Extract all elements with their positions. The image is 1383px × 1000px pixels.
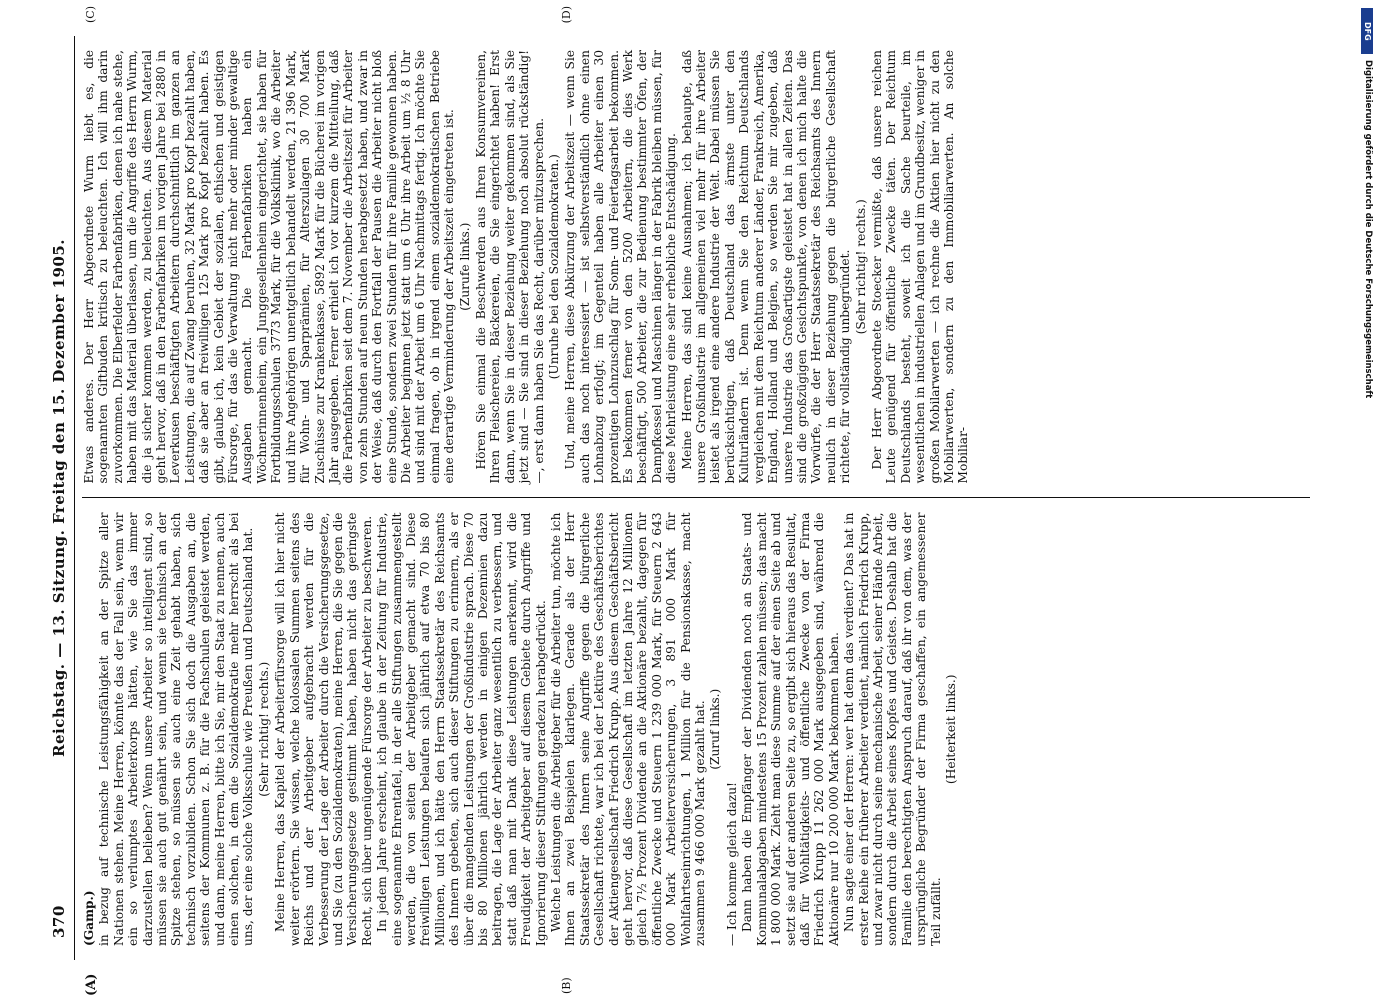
- paragraph: in bezug auf technische Leistungsfähigkeit an der Spitze aller Nationen stehen. Meine Herren, könnte das der Fall sein, wenn wir ein so verlumptes Arbeiterkorps hätten, wie Sie das immer darzustellen belieben? Wenn unsere Arbeiter so intelligent sind, so müssen sie auch gut genährt sein, und wenn sie technisch an der Spitze stehen, so müssen sie auch eine Zeit gehabt haben, sich technisch vorzubilden. Schon Sie sich doch die Ausgaben an, die seitens der Kommunen z. B. für die Fachschulen geleistet werden, und dann, meine Herren, bitte ich Sie, mir den Staat zu nennen, auch einen solchen, in dem die Sozialdemokratie mehr herrscht als bei uns, der eine solche Volksschule wie Preußen und Deutschland hat.: [97, 512, 256, 946]
- paragraph: Der Herr Abgeordnete Stoecker vermißte, daß unsere reichen Leute genügend für öffentliche Zwecke täten. Der Reichtum Deutschlands besteht, soweit ich die Sache beurteile, im wesentlichen in industriellen Anlagen und im Grundbesitz, weniger in großen Mobilarwerten — ich rechne die Aktien hier nicht zu den Mobilarwerten, sondern zu den Immobiliarwerten. An solche Mobiliar-: [869, 49, 971, 484]
- interjection: (Zuruf links.): [708, 688, 723, 770]
- paragraph: Und, meine Herren, diese Abkürzung der Arbeitszeit — wenn Sie auch das noch interessiert — ist selbstverständlich ohne einen Lohnabzug erfolgt; im Gegenteil haben alle Arbeiter einen 30 prozentigen Lohnzuschlag für Sonn- und Feiertagsarbeit bekommen. Es bekommen ferner von den 5200 Arbeitern, die dies Werk beschäftigt, 500 Arbeiter, die zur Bedienung bestimmter Öfen, der Dampfkessel und Maschinen länger in der Fabrik bleiben müssen, für diese Mehrleistung eine sehr erhebliche Entschädigung.: [563, 50, 679, 484]
- paragraph: Meine Herren, das Kapitel der Arbeiterfürsorge will ich hier nicht weiter erörtern. Sie wissen, welche kolossalen Summen seitens des Reichs und der Arbeitgeber aufgebracht werden für die Verbesserung der Lage der Arbeiter durch die Versicherungsgesetze, und Sie (zu den Sozialdemokraten), meine Herren, die Sie gegen die Versicherungsgesetze gestimmt haben, haben nicht das geringste Recht, sich über ungenügende Fürsorge der Arbeiter zu beschweren.: [273, 512, 374, 946]
- margin-marker-c: (C): [84, 6, 97, 23]
- paragraph: In jedem Jahre erscheint, ich glaube in der Zeitung für Industrie, eine sogenannte Ehrentafel, in der alle Stiftungen zusammengestellt werden, die von seiten der Arbeitgeber gemacht sind. Diese freiwilligen Leistungen belaufen sich jährlich auf etwa 70 bis 80 Millionen, und ich hätte den Herrn Staatssekretär des Reichsamts des Innern gebeten, sich auch dieser Stiftungen zu erinnern, als er über die mangelnden Leistungen der Großindustrie sprach. Diese 70 bis 80 Millionen jährlich werden in einigen Dezennien dazu beitragen, die Lage der Arbeiter ganz wesentlich zu verbessern, und statt daß man mit Dank diese Leistungen anerkennt, wird die Freudigkeit der Arbeitgeber auf diesem Gebiete durch Angriffe und Ignorierung dieser Stiftungen geradezu herabgedrückt.: [375, 512, 548, 946]
- page-title: Reichstag. — 13. Sitzung. Freitag den 15. Dezember 1905.: [50, 239, 68, 758]
- dfg-logo: DFG: [1361, 8, 1373, 54]
- page-header: [48, 36, 75, 960]
- right-column: [82, 36, 1310, 498]
- interjection: (Sehr richtig! rechts.): [256, 661, 271, 797]
- margin-marker-a: (A): [84, 973, 99, 996]
- speaker-label: (Gamp.): [82, 890, 96, 946]
- interjection: (Zurufe links.): [457, 222, 472, 311]
- paragraph: — Ich komme gleich dazu!: [724, 782, 739, 946]
- interjection: (Sehr richtig! rechts.): [853, 199, 868, 335]
- paragraph: Dann haben die Empfänger der Dividenden noch an Staats- und Kommunalabgaben mindestens 15 Prozent zahlen müssen; das macht 1 800 000 Mark. Zieht man diese Summe auf der einen Seite ab und setzt sie auf der anderen Seite zu, so ergibt sich hieraus das Resultat, daß für Wohltätigkeits- und öffentliche Zwecke von der Firma Friedrich Krupp 11 262 000 Mark ausgegeben sind, während die Aktionäre nur 10 200 000 Mark bekommen haben.: [740, 512, 841, 946]
- interjection: (Unruhe bei den Sozialdemokraten.): [547, 154, 561, 380]
- page-number: 370: [50, 905, 68, 938]
- interjection: (Heiterkeit links.): [943, 674, 958, 785]
- digitization-sidebar: [1353, 0, 1383, 1000]
- text-columns: [82, 36, 1310, 960]
- margin-marker-b: (B): [560, 977, 573, 994]
- margin-marker-d: (D): [560, 6, 573, 24]
- left-column: [82, 498, 1310, 961]
- digitization-credit: Digitalisierung gefördert durch die Deutsche Forschungsgemeinschaft: [1363, 60, 1373, 399]
- paragraph: Etwas anderes. Der Herr Abgeordnete Wurm liebt es, die sogenannten Giftbuden kritisch zu beleuchten. Ich will ihm darin zuvorkommen. Die Elberfelder Farbenfabriken, denen ich nahe stehe, haben mit das Material überlassen, um die Angriffe des Herrn Wurm, die ja sicher kommen werden, zu beleuchten. Aus diesem Material geht hervor, daß in den Farbenfabriken im vorigen Jahre bei 2880 in Leverkusen beschäftigten Arbeitern durchschnittlich im ganzen an Leistungen, die auf Zwang beruhen, 32 Mark pro Kopf bezahlt haben, daß sie aber an freiwilligen 125 Mark pro Kopf bezahlt haben. Es gibt, glaube ich, kein Gebiet der sozialen, ethischen und geistigen Fürsorge, für das die Verwaltung nicht mehr oder minder gewaltige Ausgaben gemacht. Die Farbenfabriken haben ein Wöchnerinnenheim, ein Junggesellenheim eingerichtet, sie haben für Fortbildungsschulen 3773 Mark, für die Volksklinik, wo die Arbeiter und ihre Angehörigen unentgeltlich behandelt werden, 21 396 Mark, für Wohn- und Sparprämien, für Alterszulagen 30 700 Mark Zuschüsse zur Krankenkasse, 5892 Mark für die Bücherei im vorigen Jahr ausgegeben. Ferner erhielt ich vor kurzem die Mitteilung, daß die Farbenfabriken seit dem 7. November die Arbeitszeit für Arbeiter von zehn Stunden auf neun Stunden herabgesetzt haben, und zwar in der Weise, daß durch den Fortfall der Pausen die Arbeiter nicht bloß eine Stunde, sondern zwei Stunden für ihre Familie gewonnen haben. Die Arbeiter beginnen jetzt statt um 6 Uhr ihre Arbeit um ½ 8 Uhr und sind mit der Arbeit um 6 Uhr Nachmittags fertig. Ich möchte Sie einmal fragen, ob in irgend einem sozialdemokratischen Betriebe eine derartige Verminderung der Arbeitszeit eingetreten ist.: [82, 50, 457, 484]
- paragraph: Nun sagte einer der Herren: wer hat denn das verdient? Das hat in erster Reihe ein früherer Arbeiter verdient, nämlich Friedrich Krupp, und zwar nicht durch seine mechanische Arbeit, seiner Hände Arbeit, sondern durch die Arbeit seines Kopfes und Geistes. Deshalb hat die Familie den berechtigten Anspruch darauf, daß ihr von dem, was der ursprüngliche Begründer der Firma geschaffen, ein angemessener Teil zufällt.: [842, 512, 943, 946]
- paragraph: Welche Leistungen die Arbeitgeber für die Arbeiter tun, möchte ich Ihnen an zwei Beispielen klarlegen. Gerade als der Herr Staatssekretär des Innern seine Angriffe gegen die bürgerliche Gesellschaft richtete, war ich bei der Lektüre des Geschäftsberichtes der Aktiengesellschaft Friedrich Krupp. Aus diesem Geschäftsbericht geht hervor, daß diese Gesellschaft im letzten Jahre 12 Millionen gleich 7½ Prozent Dividende an die Aktionäre bezahlt, dagegen für öffentliche Zwecke und Steuern 1 239 000 Mark, für Steuern 2 643 000 Mark Arbeiterversicherungen, 3 891 000 Mark für Wohlfahrtseinrichtungen, 1 Million für die Pensionskasse, macht zusammen 9 466 000 Mark gezahlt hat.: [549, 512, 708, 946]
- paragraph: Hören Sie einmal die Beschwerden aus Ihren Konsumvereinen, Ihren Fleischereien, Bäckereien, die Sie eingerichtet haben! Erst dann, wenn Sie in dieser Beziehung weiter gekommen sind, als Sie jetzt sind — Sie sind in dieser Beziehung noch absolut rückständig! —, erst dann haben Sie das Recht, darüber mitzusprechen.: [473, 50, 546, 484]
- paragraph: Meine Herren, das sind keine Ausnahmen; ich behaupte, daß unsere Großindustrie im allgemeinen viel mehr für ihre Arbeiter leistet als irgend eine andere Industrie der Welt. Dabei müssen Sie berücksichtigen, daß Deutschland das ärmste unter den Kulturländern ist. Denn wenn Sie den Reichtum Deutschlands vergleichen mit dem Reichtum anderer Länder, Frankreich, Amerika, England, Holland und Belgien, so werden Sie mir zugeben, daß unsere Industrie das Großartigste geleistet hat in allen Zeiten. Das sind die großzügigen Gesichtspunkte, von denen ich mich halte die Vorwürfe, die der Herr Staatssekretär des Reichsamts des Innern neulich in dieser Beziehung gegen die bürgerliche Gesellschaft richtete, für vollständig unbegründet.: [679, 50, 853, 484]
